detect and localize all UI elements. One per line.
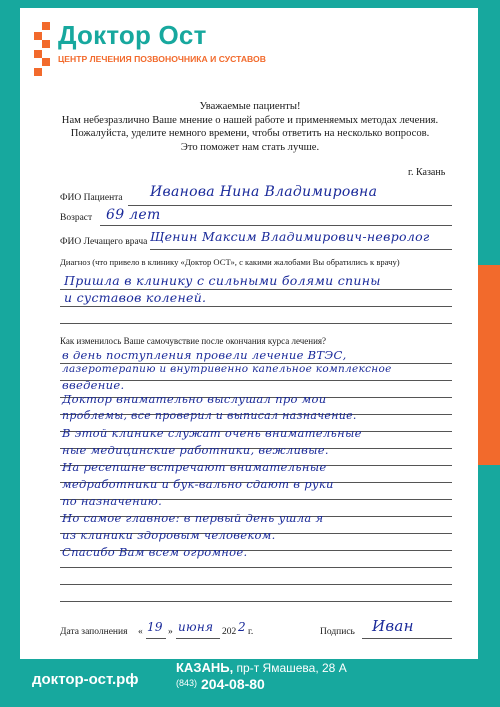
signature-value: Иван [372,617,414,635]
feedback-line [60,601,452,602]
diagnosis-label: Диагноз (что привело в клинику «Доктор ОСТ», с какими жалобами Вы обратились к врачу) [60,257,400,267]
feedback-form-page: Доктор Ост ЦЕНТР ЛЕЧЕНИЯ ПОЗВОНОЧНИКА И СУСТАВОВ Уважаемые пациенты! Нам небезразлично Ваше мнение о нашей работе и применяемых методах лечения. Пожалуйста, уделите немного времени, чтобы ответить на несколько вопросов. Это поможет нам стать лучше. г. Казань ФИО Пациента Иванова Нина Владимировна Возраст 69 лет ФИО Лечащего врача Щенин Максим Владимирович-невролог Диагноз (что привело в клинику «Доктор ОСТ», с какими жалобами Вы обратились к врачу) Пришла в клинику с сильными болями спины и суставов коленей. Как изменилось Ваше самочувствие после окончания курса лечения? в день поступления провели лечение ВТЭС, лазеротерапию и внутривенно капельное комплексное введение. Доктор внимательно выслушал про мои проблемы, все проверил и выписал назначение. В этой клинике служат очень внимательные ные медицинские работники, вежливые. На ресепшне встречают внимательные медработники и бук-вально сдают в руки по назначению. Но самое главное: в первый день ушла я из клиники здоровым человеком. Спасибо Вам всем огромное. Дата заполнения « 19 » июня 202 2 г. Подпись Иван доктор-ост.рф КАЗАНЬ, пр-т Ямашева, 28 А (843) 204-08-80 [0,0,500,707]
footer-street: пр-т Ямашева, 28 А [233,661,347,675]
feedback-text-6: В этой клинике служат очень внимательные [62,426,362,440]
date-label: Дата заполнения [60,627,128,637]
frame-top-border [0,0,500,8]
patient-line [128,205,452,206]
feedback-text-8: На ресепшне встречают внимательные [62,460,327,474]
feedback-text-3: введение. [62,378,125,392]
brand-name: Доктор Ост [58,20,207,50]
signature-line [362,638,452,639]
brand-logo [32,18,292,82]
feedback-text-4: Доктор внимательно выслушал про мои [62,392,327,406]
footer-address [176,660,347,675]
intro-text [60,100,440,154]
brand-tagline: ЦЕНТР ЛЕЧЕНИЯ ПОЗВОНОЧНИКА И СУСТАВОВ [58,54,266,64]
feedback-text-13: Спасибо Вам всем огромное. [62,545,248,559]
city-label: г. Казань [408,167,446,178]
feedback-text-5: проблемы, все проверил и выписал назначение. [62,409,357,422]
diagnosis-line-3 [60,323,452,324]
date-year-digit: 2 [238,620,246,634]
doctor-label: ФИО Лечащего врача [60,237,148,247]
diagnosis-text-1: Пришла в клинику с сильными болями спины [64,273,381,288]
feedback-text-7: ные медицинские работники, вежливые. [62,443,329,457]
diagnosis-text-2: и суставов коленей. [64,290,207,305]
diagnosis-line-2 [60,306,452,307]
feedback-line [60,567,452,568]
doctor-line [150,249,452,250]
intro-greeting: Уважаемые пациенты! [199,101,301,112]
footer-website: доктор-ост.рф [32,671,139,688]
date-month-value: июня [178,620,214,634]
feedback-label: Как изменилось Ваше самочувствие после окончания курса лечения? [60,336,327,346]
date-day-line [146,638,166,639]
feedback-text-12: из клиники здоровым человеком. [62,528,276,542]
intro-line-2: Пожалуйста, уделите немного времени, чтобы ответить на несколько вопросов. [70,128,430,139]
date-year-suffix: г. [248,627,254,637]
feedback-text-10: по назначению. [62,494,163,508]
feedback-line [60,584,452,585]
doctor-name-value: Щенин Максим Владимирович-невролог [150,229,430,244]
footer-phone [176,676,265,694]
footer-phone-code: (843) [176,678,198,688]
date-day-value: 19 [147,620,163,634]
patient-name-value: Иванова Нина Владимировна [150,184,378,200]
age-line [100,225,452,226]
patient-label: ФИО Пациента [60,193,123,203]
frame-left-border [0,0,20,707]
feedback-text-11: Но самое главное: в первый день ушла я [62,511,324,525]
age-label: Возраст [60,213,93,223]
logo-mark-icon [32,22,52,82]
intro-line-3: Это поможет нам стать лучше. [180,141,320,153]
footer-city-name: КАЗАНЬ, [176,660,234,675]
date-year-prefix: 202 [222,627,237,637]
age-value: 69 лет [106,207,161,223]
date-month-line [176,638,220,639]
intro-line-1: Нам небезразлично Ваше мнение о нашей работе и применяемых методах лечения. [61,114,439,126]
feedback-text-1: в день поступления провели лечение ВТЭС, [62,348,347,362]
signature-label: Подпись [320,627,355,637]
footer-phone-number: 204-08-80 [201,676,265,692]
feedback-text-2: лазеротерапию и внутривенно капельное комплексное [62,363,392,375]
feedback-text-9: медработники и бук-вально сдают в руки [62,477,334,491]
frame-right-accent [478,265,500,465]
